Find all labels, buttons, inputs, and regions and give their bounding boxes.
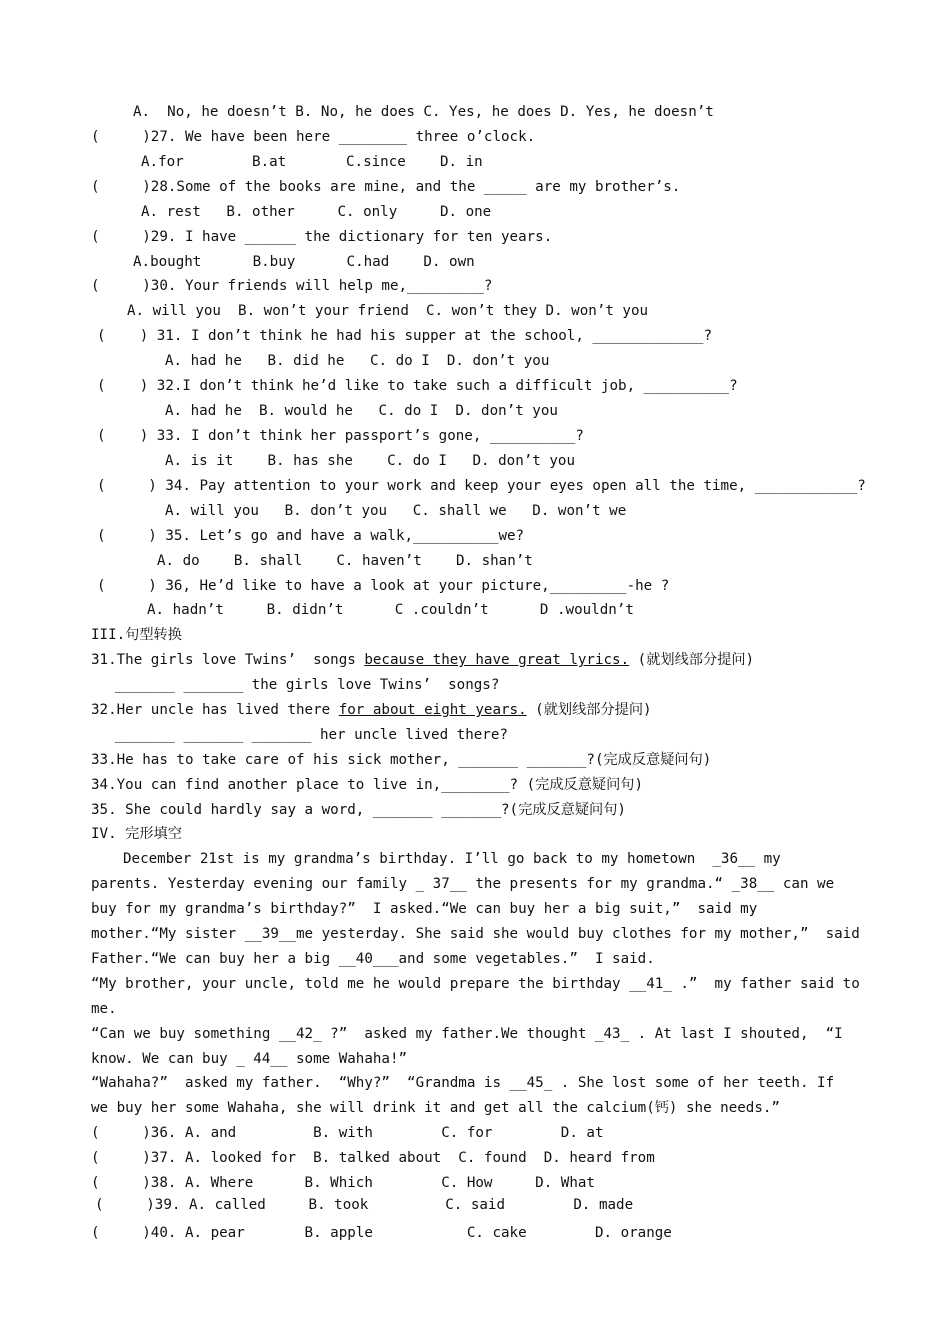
text-line: A.for B.at C.since D. in [141, 154, 483, 170]
text-line: Father.“We can buy her a big __40___and some vegetables.” I said. [91, 951, 655, 967]
text-line: ( ) 31. I don’t think he had his supper at the school, _____________? [97, 328, 712, 344]
text-line: “Wahaha?” asked my father. “Why?” “Grandma is __45_ . She lost some of her teeth. If [91, 1075, 835, 1091]
text-line: ( ) 35. Let’s go and have a walk,__________we? [97, 528, 525, 544]
text-line: A. hadn’t B. didn’t C .couldn’t D .wouldn’t [147, 602, 634, 618]
text-line: ( ) 34. Pay attention to your work and keep your eyes open all the time, ____________? [97, 478, 866, 494]
text-line: ( )39. A. called B. took C. said D. made [95, 1197, 634, 1213]
text-line: ( )37. A. looked for B. talked about C. found D. heard from [91, 1150, 655, 1166]
text-line: ( )29. I have ______ the dictionary for ten years. [91, 229, 553, 245]
text-line: IV. 完形填空 [91, 826, 182, 842]
text-line: A. will you B. don’t you C. shall we D. won’t we [165, 503, 627, 519]
text-line: A. is it B. has she C. do I D. don’t you [165, 453, 575, 469]
text-line: A. do B. shall C. haven’t D. shan’t [157, 553, 533, 569]
text-line: know. We can buy _ 44__ some Wahaha!” [91, 1051, 408, 1067]
text-line: ( )30. Your friends will help me,_________? [91, 278, 493, 294]
text-line: parents. Yesterday evening our family _ 37__ the presents for my grandma.“ _38__ can we [91, 876, 835, 892]
text-line: A. had he B. did he C. do I D. don’t you [165, 353, 550, 369]
text-line: 35. She could hardly say a word, _______ _______?(完成反意疑问句) [91, 802, 626, 818]
text-line: 34.You can find another place to live in,________? (完成反意疑问句) [91, 777, 644, 793]
text-line: ( )28.Some of the books are mine, and the _____ are my brother’s. [91, 179, 681, 195]
text-line: mother.“My sister __39__me yesterday. She said she would buy clothes for my mother,” said [91, 926, 860, 942]
text-line: we buy her some Wahaha, she will drink it and get all the calcium(钙) she needs.” [91, 1100, 780, 1116]
text-line: III.句型转换 [91, 627, 182, 643]
text-line: ( ) 33. I don’t think her passport’s gone, __________? [97, 428, 584, 444]
text-line: A. had he B. would he C. do I D. don’t you [165, 403, 558, 419]
text-line: A. rest B. other C. only D. one [141, 204, 492, 220]
text-line: 32.Her uncle has lived there for about eight years. (就划线部分提问) [91, 702, 652, 718]
text-line: A. will you B. won’t your friend C. won’t they D. won’t you [127, 303, 649, 319]
text-line: _______ _______ _______ her uncle lived there? [115, 727, 508, 743]
text-line: ( )40. A. pear B. apple C. cake D. orange [91, 1225, 672, 1241]
text-line: buy for my grandma’s birthday?” I asked.“We can buy her a big suit,” said my [91, 901, 758, 917]
text-line: ( ) 32.I don’t think he’d like to take such a difficult job, __________? [97, 378, 738, 394]
text-line: me. [91, 1001, 117, 1017]
text-line: “My brother, your uncle, told me he would prepare the birthday __41_ .” my father said to [91, 976, 860, 992]
text-line: ( )38. A. Where B. Which C. How D. What [91, 1175, 595, 1191]
text-line: ( )27. We have been here ________ three o’clock. [91, 129, 536, 145]
text-line: “Can we buy something __42_ ?” asked my father.We thought _43_ . At last I shouted, “I [91, 1026, 843, 1042]
text-line: A.bought B.buy C.had D. own [133, 254, 475, 270]
text-line: _______ _______ the girls love Twins’ songs? [115, 677, 500, 693]
text-line: ( ) 36, He’d like to have a look at your picture,_________-he ? [97, 578, 670, 594]
text-line: ( )36. A. and B. with C. for D. at [91, 1125, 604, 1141]
text-line: A. No, he doesn’t B. No, he does C. Yes, he does D. Yes, he doesn’t [133, 104, 714, 120]
text-line: December 21st is my grandma’s birthday. I’ll go back to my hometown _36__ my [123, 851, 781, 867]
text-line: 33.He has to take care of his sick mother, _______ _______?(完成反意疑问句) [91, 752, 712, 768]
text-line: 31.The girls love Twins’ songs because they have great lyrics. (就划线部分提问) [91, 652, 755, 668]
